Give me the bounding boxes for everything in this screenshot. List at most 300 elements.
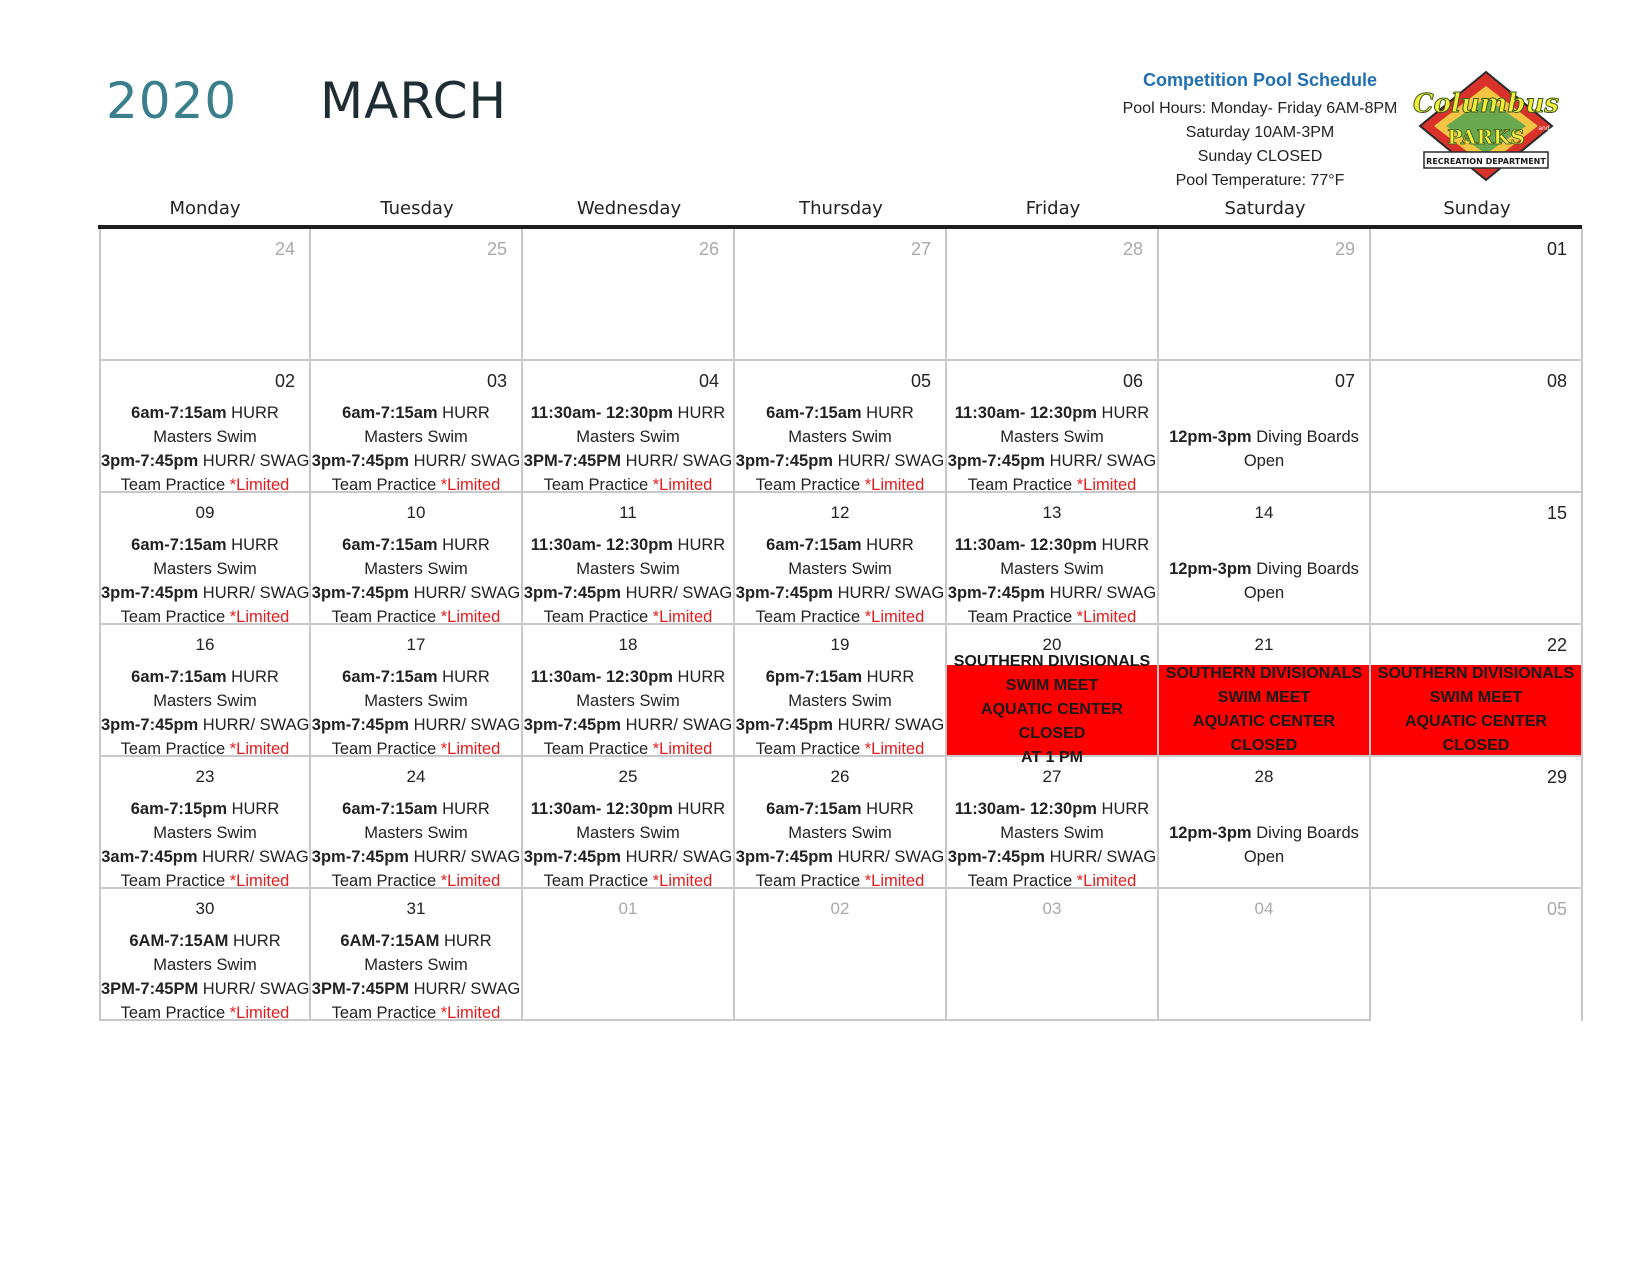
day-number: 26: [698, 239, 719, 259]
schedule-text: Masters Swim: [576, 824, 680, 842]
schedule-text: HURR: [1096, 536, 1150, 554]
day-cell[interactable]: [947, 889, 1159, 1021]
schedule-text: HURR: [226, 668, 279, 686]
limited-note: *Limited: [1076, 872, 1137, 890]
limited-note: *Limited: [652, 608, 713, 626]
schedule-line: [311, 713, 521, 737]
schedule-line: [101, 533, 309, 557]
schedule-time: 6am-7:15am: [766, 800, 862, 818]
schedule-text: Team Practice: [331, 476, 441, 494]
schedule-line: [311, 401, 521, 425]
pool-hours-saturday: Saturday 10AM-3PM: [1185, 124, 1335, 141]
day-number: 12: [830, 503, 850, 522]
limited-note: *Limited: [864, 476, 925, 494]
schedule-entry: [947, 797, 1157, 893]
day-cell[interactable]: [1371, 229, 1583, 361]
day-number: 29: [1546, 767, 1567, 787]
schedule-line: [735, 797, 945, 821]
schedule-line: [101, 953, 309, 977]
schedule-line: [947, 845, 1157, 869]
schedule-line: [523, 533, 733, 557]
schedule-time: 3pm-7:45pm: [523, 716, 621, 734]
day-number: 27: [1042, 767, 1062, 786]
day-number: 05: [910, 371, 931, 391]
schedule-text: HURR: [861, 404, 914, 422]
schedule-text: Masters Swim: [364, 956, 468, 974]
schedule-text: HURR: [672, 800, 726, 818]
schedule-text: Masters Swim: [788, 560, 892, 578]
schedule-line: [735, 713, 945, 737]
schedule-time: 3pm-7:45pm: [735, 848, 833, 866]
schedule-text: Masters Swim: [788, 692, 892, 710]
schedule-line: [311, 977, 521, 1001]
schedule-text: HURR/ SWAG: [198, 716, 310, 734]
day-cell[interactable]: [523, 229, 735, 361]
day-cell[interactable]: [99, 493, 311, 625]
schedule-entry: [735, 401, 945, 497]
day-cell[interactable]: [311, 361, 523, 493]
day-number: 28: [1122, 239, 1143, 259]
limited-note: *Limited: [652, 476, 713, 494]
schedule-time: 3pm-7:45pm: [311, 716, 409, 734]
schedule-text: HURR: [862, 668, 915, 686]
pool-schedule-title: Competition Pool Schedule: [1142, 70, 1377, 90]
schedule-text: HURR/ SWAG: [832, 584, 945, 602]
day-cell[interactable]: [523, 493, 735, 625]
schedule-time: 3pm-7:45pm: [311, 452, 409, 470]
schedule-line: [947, 401, 1157, 425]
event-line: SOUTHERN DIVISIONALS: [1377, 665, 1575, 682]
schedule-line: [311, 533, 521, 557]
schedule-text: Team Practice: [331, 608, 441, 626]
schedule-text: HURR: [672, 404, 726, 422]
schedule-entry: [311, 929, 521, 1025]
day-cell[interactable]: [523, 625, 735, 757]
schedule-text: Diving Boards: [1251, 824, 1359, 842]
schedule-entry: [101, 401, 309, 497]
schedule-entry: [735, 797, 945, 893]
schedule-line: [101, 581, 309, 605]
schedule-entry: [1159, 425, 1369, 473]
schedule-entry: [947, 401, 1157, 497]
schedule-time: 6am-7:15am: [342, 668, 438, 686]
schedule-line: [523, 821, 733, 845]
schedule-line: [523, 581, 733, 605]
schedule-text: Masters Swim: [153, 428, 257, 446]
day-number: 03: [1042, 899, 1062, 918]
day-number: 25: [486, 239, 507, 259]
schedule-time: 3PM-7:45PM: [101, 980, 199, 998]
event-line: SWIM MEET: [1005, 677, 1099, 694]
schedule-time: 3pm-7:45pm: [311, 848, 409, 866]
day-cell[interactable]: [1159, 229, 1371, 361]
schedule-text: Open: [1243, 452, 1285, 470]
schedule-entry: [101, 665, 309, 761]
schedule-text: Team Practice: [755, 872, 865, 890]
day-cell[interactable]: [947, 757, 1159, 889]
schedule-text: HURR/ SWAG: [832, 848, 945, 866]
schedule-line: [1159, 557, 1369, 581]
swim-meet-event: [947, 653, 1157, 766]
schedule-text: Team Practice: [120, 608, 230, 626]
day-cell[interactable]: [735, 229, 947, 361]
day-number: 17: [406, 635, 426, 654]
day-cell[interactable]: [99, 625, 311, 757]
schedule-line: [523, 797, 733, 821]
schedule-text: HURR/ SWAG: [620, 452, 733, 470]
schedule-text: Team Practice: [331, 1004, 441, 1022]
day-number: 15: [1546, 503, 1567, 523]
day-cell[interactable]: [735, 625, 947, 757]
limited-note: *Limited: [440, 1004, 501, 1022]
schedule-text: Team Practice: [543, 608, 653, 626]
limited-note: *Limited: [440, 740, 501, 758]
schedule-text: Team Practice: [120, 1004, 230, 1022]
schedule-text: HURR/ SWAG: [620, 584, 733, 602]
schedule-line: [1159, 425, 1369, 449]
limited-note: *Limited: [440, 608, 501, 626]
schedule-line: [735, 401, 945, 425]
schedule-text: HURR/ SWAG: [1044, 584, 1157, 602]
schedule-text: Masters Swim: [153, 956, 257, 974]
schedule-line: [735, 449, 945, 473]
day-cell[interactable]: [1159, 757, 1371, 889]
schedule-time: 3pm-7:45pm: [523, 848, 621, 866]
schedule-line: [101, 449, 309, 473]
schedule-line: [735, 665, 945, 689]
schedule-text: Team Practice: [755, 608, 865, 626]
day-number: 09: [195, 503, 215, 522]
swim-meet-event: [1159, 665, 1369, 755]
day-cell[interactable]: [1371, 889, 1583, 1021]
schedule-line: [311, 665, 521, 689]
schedule-entry: [947, 533, 1157, 629]
schedule-time: 3am-7:45pm: [101, 848, 198, 866]
day-cell[interactable]: [947, 625, 1159, 766]
columbus-parks-logo: [1412, 68, 1560, 186]
schedule-line: [101, 401, 309, 425]
schedule-time: 11:30am- 12:30pm: [530, 800, 673, 818]
day-cell[interactable]: [1159, 889, 1371, 1021]
day-cell[interactable]: [1159, 493, 1371, 625]
day-number: 04: [698, 371, 719, 391]
schedule-line: [1159, 845, 1369, 869]
limited-note: *Limited: [864, 740, 925, 758]
limited-note: *Limited: [652, 872, 713, 890]
day-number: 02: [830, 899, 850, 918]
schedule-text: HURR/ SWAG: [408, 716, 521, 734]
day-number: 06: [1122, 371, 1143, 391]
schedule-line: [523, 449, 733, 473]
schedule-text: Masters Swim: [1000, 428, 1104, 446]
day-cell[interactable]: [99, 889, 311, 1021]
day-number: 02: [274, 371, 295, 391]
schedule-entry: [523, 797, 733, 893]
schedule-text: HURR: [1096, 404, 1150, 422]
schedule-time: 3PM-7:45PM: [523, 452, 621, 470]
schedule-line: [101, 425, 309, 449]
day-number: 18: [618, 635, 638, 654]
schedule-time: 11:30am- 12:30pm: [954, 800, 1097, 818]
day-cell[interactable]: [523, 757, 735, 889]
limited-note: *Limited: [229, 872, 290, 890]
schedule-line: [311, 557, 521, 581]
schedule-text: HURR: [437, 536, 490, 554]
schedule-time: 11:30am- 12:30pm: [530, 404, 673, 422]
schedule-text: Masters Swim: [364, 428, 468, 446]
day-cell[interactable]: [1159, 625, 1371, 757]
day-number: 27: [910, 239, 931, 259]
schedule-text: Masters Swim: [576, 692, 680, 710]
day-number: 07: [1334, 371, 1355, 391]
day-cell[interactable]: [735, 493, 947, 625]
day-cell[interactable]: [947, 493, 1159, 625]
schedule-line: [735, 821, 945, 845]
day-cell[interactable]: [1371, 493, 1583, 625]
schedule-time: 11:30am- 12:30pm: [530, 668, 673, 686]
day-cell[interactable]: [523, 889, 735, 1021]
schedule-time: 3PM-7:45PM: [311, 980, 409, 998]
swim-meet-event: [1371, 665, 1581, 755]
day-number: 31: [406, 899, 426, 918]
schedule-text: Open: [1243, 584, 1285, 602]
limited-note: *Limited: [229, 1004, 290, 1022]
schedule-text: HURR/ SWAG: [832, 716, 945, 734]
day-number: 05: [1546, 899, 1567, 919]
day-number: 19: [830, 635, 850, 654]
schedule-line: [101, 821, 309, 845]
schedule-line: [1159, 821, 1369, 845]
schedule-time: 3pm-7:45pm: [735, 716, 833, 734]
schedule-line: [101, 929, 309, 953]
day-number: 23: [195, 767, 215, 786]
schedule-text: HURR: [439, 932, 492, 950]
limited-note: *Limited: [864, 872, 925, 890]
schedule-text: Masters Swim: [576, 428, 680, 446]
schedule-line: [735, 581, 945, 605]
schedule-time: 3pm-7:45pm: [311, 584, 409, 602]
day-header-saturday: Saturday: [1224, 198, 1306, 219]
day-cell[interactable]: [1371, 361, 1583, 493]
event-line: AT 1 PM: [1021, 749, 1083, 766]
day-number: 01: [618, 899, 638, 918]
day-number: 25: [618, 767, 638, 786]
schedule-text: Masters Swim: [153, 692, 257, 710]
schedule-text: Team Practice: [755, 740, 865, 758]
schedule-time: 3pm-7:45pm: [947, 452, 1045, 470]
schedule-text: HURR: [226, 404, 279, 422]
schedule-line: [947, 797, 1157, 821]
schedule-text: HURR/ SWAG: [620, 716, 733, 734]
schedule-time: 11:30am- 12:30pm: [954, 404, 1097, 422]
limited-note: *Limited: [229, 740, 290, 758]
schedule-time: 6am-7:15pm: [130, 800, 228, 818]
event-line: AQUATIC CENTER CLOSED: [981, 701, 1123, 742]
schedule-time: 3pm-7:45pm: [101, 584, 199, 602]
schedule-line: [735, 557, 945, 581]
schedule-time: 3pm-7:45pm: [947, 584, 1045, 602]
day-number: 04: [1254, 899, 1274, 918]
schedule-line: [947, 557, 1157, 581]
schedule-line: [735, 425, 945, 449]
schedule-text: HURR/ SWAG: [1044, 452, 1157, 470]
limited-note: *Limited: [1076, 476, 1137, 494]
schedule-text: HURR/ SWAG: [620, 848, 733, 866]
schedule-text: Team Practice: [543, 476, 653, 494]
schedule-line: [735, 845, 945, 869]
schedule-line: [311, 929, 521, 953]
schedule-line: [947, 449, 1157, 473]
day-number: 20: [1042, 635, 1062, 654]
day-cell[interactable]: [311, 493, 523, 625]
schedule-text: Team Practice: [543, 872, 653, 890]
day-cell[interactable]: [735, 361, 947, 493]
day-cell[interactable]: [99, 757, 311, 889]
day-header-sunday: Sunday: [1443, 198, 1511, 219]
schedule-text: HURR/ SWAG: [832, 452, 945, 470]
schedule-text: Diving Boards: [1251, 428, 1359, 446]
schedule-text: Masters Swim: [1000, 824, 1104, 842]
schedule-time: 3pm-7:45pm: [523, 584, 621, 602]
schedule-time: 11:30am- 12:30pm: [954, 536, 1097, 554]
schedule-text: Masters Swim: [153, 824, 257, 842]
day-number: 01: [1546, 239, 1567, 259]
schedule-text: Team Practice: [120, 872, 230, 890]
schedule-text: Open: [1243, 848, 1285, 866]
schedule-text: HURR: [861, 536, 914, 554]
day-header-wednesday: Wednesday: [576, 198, 682, 219]
calendar-month: MARCH: [320, 72, 508, 130]
schedule-text: HURR: [228, 932, 281, 950]
schedule-entry: [523, 401, 733, 497]
schedule-text: HURR: [226, 536, 279, 554]
day-number: 30: [195, 899, 215, 918]
pool-hours-weekday: Pool Hours: Monday- Friday 6AM-8PM: [1122, 100, 1398, 117]
schedule-text: HURR: [437, 668, 490, 686]
schedule-time: 3pm-7:45pm: [101, 716, 199, 734]
day-number: 08: [1546, 371, 1567, 391]
day-cell[interactable]: [1371, 625, 1583, 757]
schedule-line: [947, 821, 1157, 845]
schedule-text: Team Practice: [120, 476, 230, 494]
schedule-line: [101, 977, 309, 1001]
event-line: SOUTHERN DIVISIONALS: [953, 653, 1151, 670]
day-number: 24: [274, 239, 295, 259]
schedule-text: HURR/ SWAG: [408, 980, 521, 998]
schedule-text: HURR: [672, 536, 726, 554]
schedule-text: Team Practice: [967, 872, 1077, 890]
day-number: 14: [1254, 503, 1274, 522]
schedule-line: [311, 953, 521, 977]
day-cell[interactable]: [947, 361, 1159, 493]
schedule-text: Diving Boards: [1251, 560, 1359, 578]
limited-note: *Limited: [864, 608, 925, 626]
schedule-time: 11:30am- 12:30pm: [530, 536, 673, 554]
schedule-text: HURR: [672, 668, 726, 686]
schedule-line: [1159, 449, 1369, 473]
schedule-text: HURR/ SWAG: [198, 584, 310, 602]
schedule-line: [101, 845, 309, 869]
limited-note: *Limited: [1076, 608, 1137, 626]
schedule-text: HURR/ SWAG: [1044, 848, 1157, 866]
day-number: 24: [406, 767, 426, 786]
day-number: 26: [830, 767, 850, 786]
schedule-text: Team Practice: [331, 872, 441, 890]
day-number: 11: [619, 503, 637, 522]
day-cell[interactable]: [99, 361, 311, 493]
schedule-time: 6am-7:15am: [766, 536, 862, 554]
schedule-text: Team Practice: [543, 740, 653, 758]
schedule-entry: [311, 797, 521, 893]
schedule-time: 12pm-3pm: [1169, 428, 1252, 446]
day-cell[interactable]: [1159, 361, 1371, 493]
schedule-text: HURR: [227, 800, 280, 818]
schedule-line: [101, 665, 309, 689]
schedule-text: HURR/ SWAG: [198, 452, 310, 470]
event-line: AQUATIC CENTER CLOSED: [1405, 713, 1547, 754]
logo-recreation-text: RECREATION DEPARTMENT: [1426, 157, 1546, 166]
day-cell[interactable]: [311, 229, 523, 361]
day-cell[interactable]: [99, 229, 311, 361]
day-number: 13: [1042, 503, 1062, 522]
day-cell[interactable]: [523, 361, 735, 493]
schedule-text: Team Practice: [755, 476, 865, 494]
schedule-entry: [311, 401, 521, 497]
schedule-line: [735, 689, 945, 713]
schedule-text: Masters Swim: [788, 428, 892, 446]
day-cell[interactable]: [1371, 757, 1583, 889]
schedule-text: Team Practice: [967, 476, 1077, 494]
schedule-line: [523, 713, 733, 737]
schedule-line: [101, 557, 309, 581]
schedule-text: Team Practice: [120, 740, 230, 758]
logo-columbus-text: Columbus: [1412, 89, 1560, 119]
event-line: SWIM MEET: [1429, 689, 1523, 706]
schedule-line: [1159, 581, 1369, 605]
schedule-entry: [523, 665, 733, 761]
schedule-line: [735, 533, 945, 557]
day-cell[interactable]: [735, 889, 947, 1021]
day-number: 16: [195, 635, 215, 654]
schedule-entry: [311, 533, 521, 629]
schedule-line: [101, 1001, 309, 1025]
day-cell[interactable]: [947, 229, 1159, 361]
schedule-entry: [311, 665, 521, 761]
schedule-line: [311, 689, 521, 713]
schedule-time: 6am-7:15am: [131, 404, 227, 422]
schedule-time: 3pm-7:45pm: [735, 452, 833, 470]
day-cell[interactable]: [735, 757, 947, 889]
schedule-line: [947, 581, 1157, 605]
schedule-entry: [735, 665, 945, 761]
schedule-time: 6am-7:15am: [342, 800, 438, 818]
day-cell[interactable]: [311, 757, 523, 889]
day-cell[interactable]: [311, 625, 523, 757]
schedule-line: [311, 449, 521, 473]
day-cell[interactable]: [311, 889, 523, 1021]
schedule-line: [311, 1001, 521, 1025]
schedule-line: [101, 797, 309, 821]
schedule-line: [947, 533, 1157, 557]
schedule-line: [101, 713, 309, 737]
schedule-text: Masters Swim: [1000, 560, 1104, 578]
limited-note: *Limited: [652, 740, 713, 758]
schedule-text: Masters Swim: [364, 560, 468, 578]
schedule-entry: [523, 533, 733, 629]
schedule-time: 3pm-7:45pm: [947, 848, 1045, 866]
day-header-thursday: Thursday: [799, 198, 883, 219]
day-number: 03: [486, 371, 507, 391]
